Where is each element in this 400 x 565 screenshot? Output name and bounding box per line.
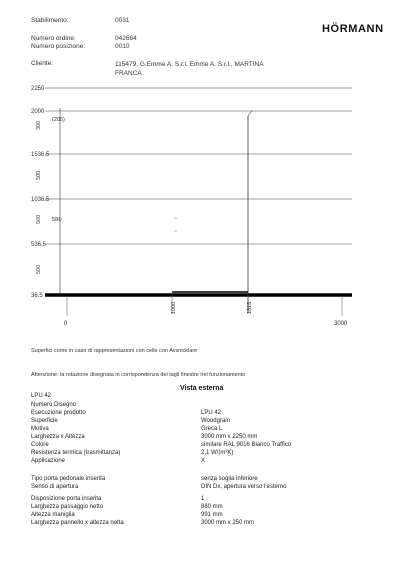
- spec-label: Colore: [31, 442, 49, 448]
- x-label-1815: 1815: [247, 301, 253, 314]
- spec-value: similare RAL 9016 Bianco Traffico: [201, 442, 292, 448]
- y-label-2000: 2000: [31, 109, 45, 115]
- annotation-205: (205): [52, 117, 65, 123]
- spec-value: Woodgrain: [201, 418, 230, 424]
- spec-value: Greca L: [201, 426, 223, 432]
- spec-value: DIN Dx, apertura verso l'esterno: [201, 484, 287, 490]
- header-label-position: Numero posizione:: [31, 43, 86, 50]
- dim-label-300: 300: [36, 120, 42, 130]
- header-label-client: Cliente:: [31, 60, 54, 67]
- spec-label: Tipo porta pedonale inserita: [31, 476, 106, 482]
- brand-logo: HÖRMANN: [322, 23, 384, 35]
- x-label-3000: 3000: [334, 321, 348, 327]
- spec-value: 3000 mm x 2250 mm: [201, 434, 258, 440]
- header-label-order: Numero ordine:: [31, 35, 76, 42]
- door-leaf-top: [248, 111, 252, 116]
- spec-value: LPU 42: [201, 410, 222, 416]
- y-label-1536: 1536.5: [31, 152, 50, 158]
- spec-label: Larghezza passaggio netto: [31, 504, 104, 510]
- header-value-order: 042664: [115, 35, 137, 42]
- y-label-536: 536.5: [31, 242, 47, 248]
- y-label-1036: 1036.5: [31, 197, 50, 203]
- dim-label-500-b: 500: [36, 214, 42, 224]
- spec-label: Altezza maniglia: [31, 512, 75, 518]
- door-drawing: [0, 78, 400, 348]
- spec-label: Superficie: [31, 418, 58, 424]
- x-label-0: 0: [64, 321, 68, 327]
- spec-label: Resistenza termica (trasmittanza): [31, 450, 121, 456]
- x-label-1000: 1000: [171, 301, 177, 314]
- y-label-2250: 2250: [31, 86, 45, 92]
- spec-value: 2,1 W/(m²K): [201, 450, 234, 456]
- spec-label: Larghezza pannello x altezza netta: [31, 520, 124, 526]
- section-subtitle: LPU 42: [31, 393, 52, 399]
- spec-value: 3000 mm x 250 mm: [201, 520, 255, 526]
- spec-value: 880 mm: [201, 504, 223, 510]
- spec-value: senza soglia inferiore: [201, 476, 258, 482]
- header-value-client: 115479, G.Emme A. S.r.l. Emme A. S.r.l., MARTINA FRANCA: [115, 61, 264, 77]
- spec-label: Numero Disegno: [31, 402, 77, 408]
- dim-label-500-c: 500: [36, 264, 42, 274]
- y-label-36: 36.5: [31, 293, 43, 299]
- spec-label: Disposizione porta inserita: [31, 496, 102, 502]
- header-value-position: 0010: [115, 43, 130, 50]
- header-label-stabilimento: Stabilimento:: [31, 17, 69, 24]
- spec-label: Senso di apertura: [31, 484, 79, 490]
- spec-value: 991 mm: [201, 512, 223, 518]
- dim-label-500-a: 500: [36, 170, 42, 180]
- spec-value: X: [201, 458, 206, 464]
- note-line-1: Superfici come in caso di rappresentazioni con celle con Avsnicklare: [31, 348, 198, 354]
- spec-label: Applicazione: [31, 458, 66, 464]
- spec-label: Larghezza x Altezza: [31, 434, 85, 440]
- spec-value: 1: [201, 496, 205, 502]
- spec-label: Motiva: [31, 426, 49, 432]
- spec-label: Esecuzione prodotto: [31, 410, 86, 416]
- note-line-2: Attenzione: la rotazione disegnata in corrispondenza dei tagli finestre nel funzionamento: [31, 372, 246, 378]
- section-title: Vista esterna: [180, 385, 224, 392]
- annotation-501: 501: [52, 217, 62, 223]
- header-value-stabilimento: 0031: [115, 17, 130, 24]
